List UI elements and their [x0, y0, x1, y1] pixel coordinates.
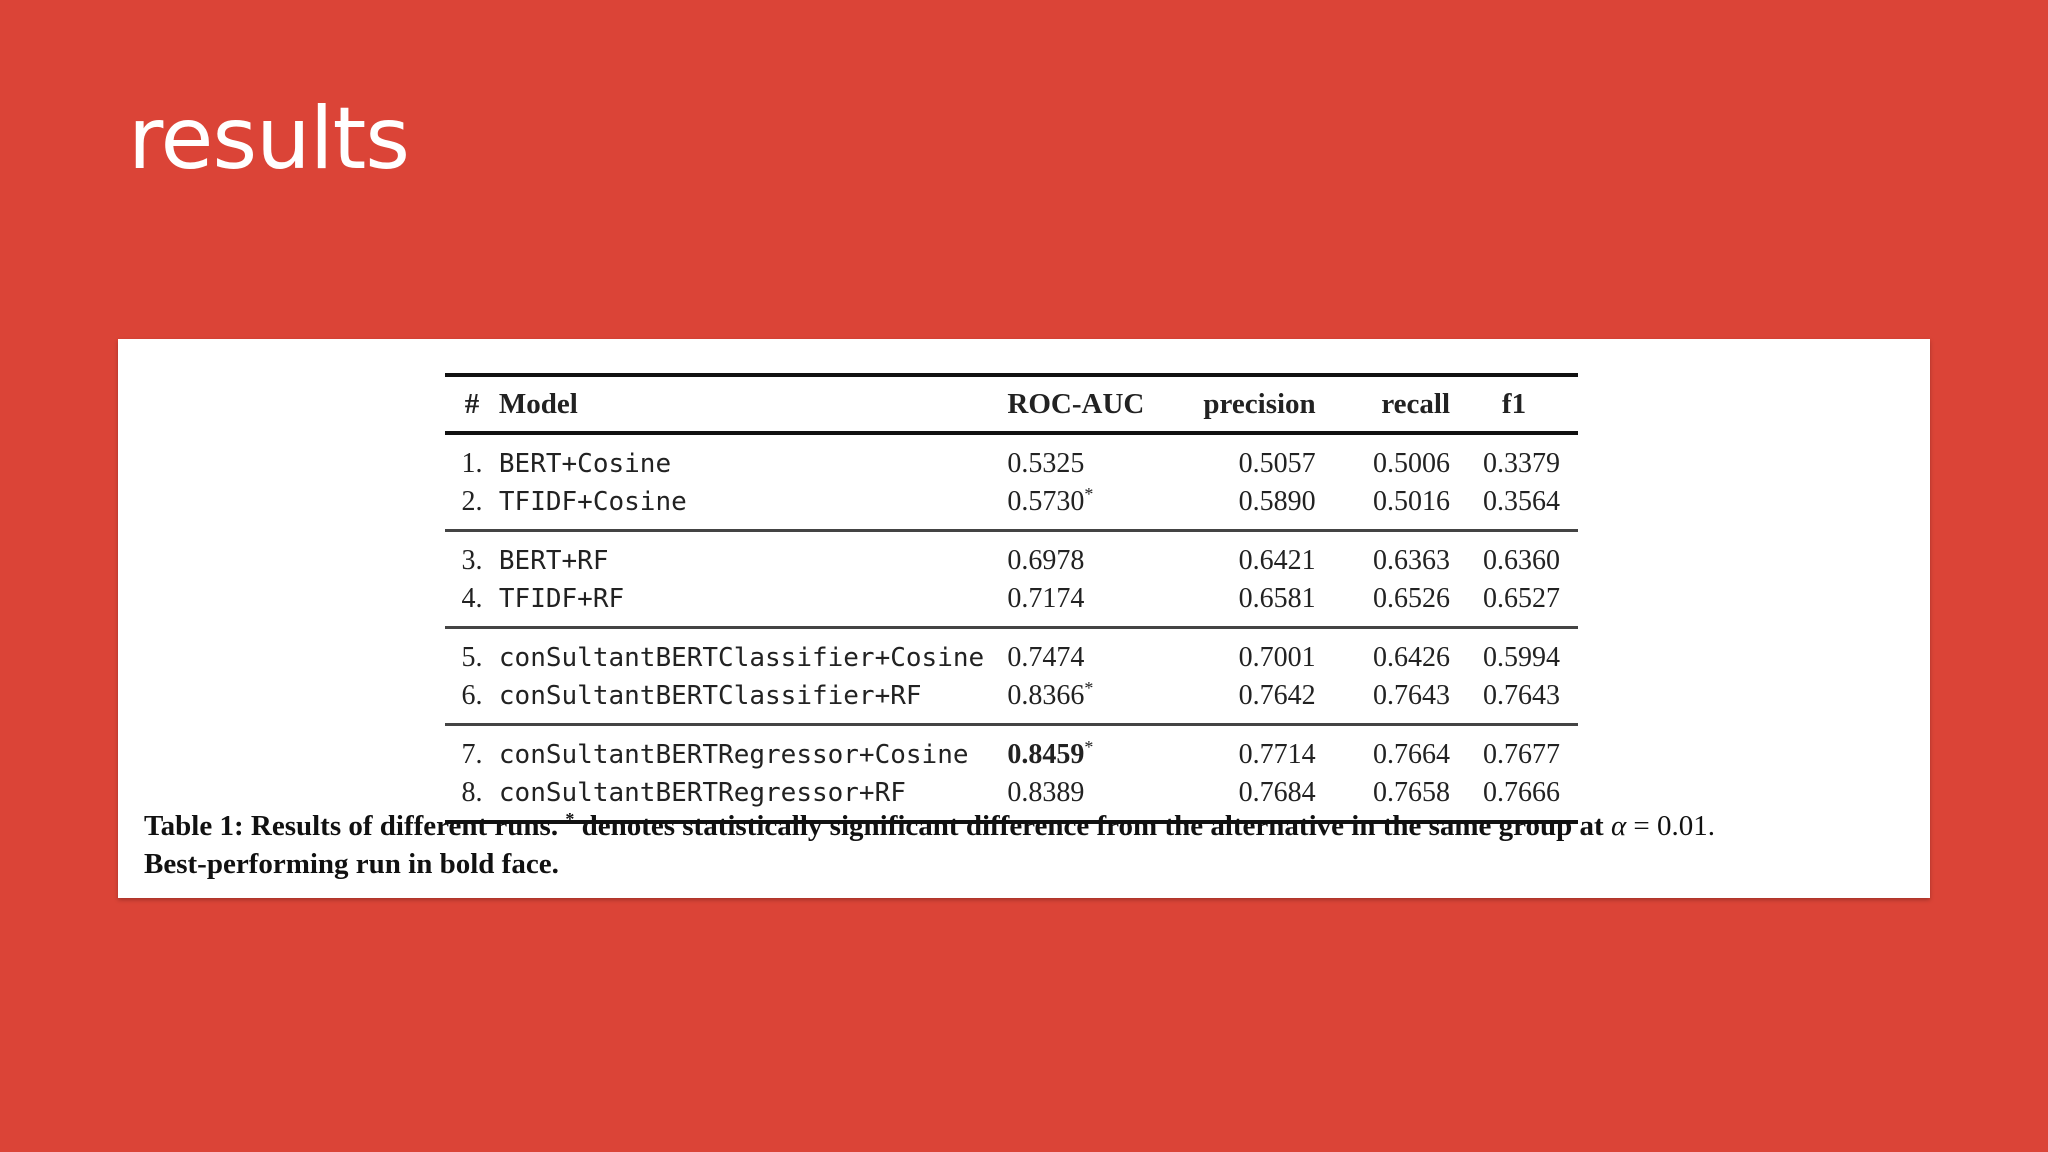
cell-f1: 0.3379 — [1483, 448, 1560, 479]
cell-num: 8. — [445, 774, 499, 822]
table-row — [445, 483, 1578, 531]
caption-tail: Best-performing run in bold face. — [144, 848, 559, 880]
slide-title: results — [128, 89, 410, 189]
roc-auc-value: 0.8389 — [1007, 777, 1085, 808]
cell-precision: 0.7714 — [1177, 725, 1315, 775]
cell-f1: 0.6527 — [1483, 583, 1560, 614]
significance-marker: * — [1084, 737, 1094, 757]
cell-num: 2. — [461, 486, 483, 517]
cell-precision: 0.6581 — [1238, 583, 1316, 614]
roc-auc-value: 0.8459 — [1007, 739, 1085, 770]
row-group-1 — [445, 433, 1578, 531]
cell-f1: 0.7666 — [1450, 774, 1578, 822]
table-row — [445, 628, 1578, 678]
cell-recall: 0.7658 — [1316, 774, 1450, 822]
roc-auc-value: 0.7474 — [1007, 642, 1085, 673]
results-table — [445, 373, 1578, 824]
significance-marker: * — [1084, 484, 1094, 504]
cell-recall: 0.5016 — [1373, 486, 1451, 517]
table-header-row — [445, 375, 1578, 433]
header-model: Model — [499, 375, 1008, 433]
header-num: # — [445, 375, 499, 433]
cell-roc-auc — [1007, 433, 1177, 483]
table-row — [445, 580, 1578, 628]
cell-f1: 0.5994 — [1450, 628, 1578, 678]
cell-precision: 0.7684 — [1177, 774, 1315, 822]
table-row — [445, 725, 1578, 775]
cell-model: BERT+RF — [499, 531, 1008, 581]
table-figure — [118, 339, 1930, 898]
cell-precision: 0.5890 — [1238, 486, 1316, 517]
cell-roc-auc — [1007, 531, 1177, 581]
row-group-2 — [445, 531, 1578, 628]
cell-f1: 0.6360 — [1450, 531, 1578, 581]
cell-num: 1. — [461, 448, 483, 479]
roc-auc-value: 0.7174 — [1007, 583, 1085, 614]
cell-num: 5. — [445, 628, 499, 678]
cell-precision: 0.6421 — [1177, 531, 1315, 581]
cell-f1: 0.7643 — [1483, 680, 1560, 711]
cell-f1: 0.3564 — [1483, 486, 1560, 517]
cell-precision: 0.7642 — [1238, 680, 1316, 711]
cell-num: 6. — [461, 680, 483, 711]
cell-f1: 0.7677 — [1450, 725, 1578, 775]
roc-auc-value: 0.8366 — [1007, 680, 1085, 711]
cell-roc-auc — [1007, 628, 1177, 678]
cell-precision: 0.7001 — [1177, 628, 1315, 678]
cell-recall: 0.6526 — [1373, 583, 1451, 614]
cell-num: 3. — [445, 531, 499, 581]
cell-roc-auc — [1007, 483, 1177, 531]
row-group-3 — [445, 628, 1578, 725]
significance-marker: * — [1084, 678, 1094, 698]
cell-num: 4. — [461, 583, 483, 614]
table-row — [445, 677, 1578, 725]
cell-roc-auc — [1007, 580, 1177, 628]
caption-lead: Table 1: Results of different runs. — [144, 810, 559, 842]
caption-equals: = 0.01. — [1633, 810, 1716, 842]
cell-model: BERT+Cosine — [498, 449, 672, 479]
cell-recall: 0.5006 — [1373, 448, 1451, 479]
cell-model: TFIDF+RF — [498, 584, 625, 614]
caption-alpha: α — [1610, 810, 1627, 842]
cell-recall: 0.6426 — [1316, 628, 1450, 678]
cell-model: conSultantBERTRegressor+Cosine — [499, 725, 1008, 775]
cell-model: TFIDF+Cosine — [498, 487, 687, 517]
cell-recall: 0.6363 — [1316, 531, 1450, 581]
header-roc-auc: ROC-AUC — [1007, 375, 1177, 433]
roc-auc-value: 0.5325 — [1007, 448, 1085, 479]
cell-model: conSultantBERTRegressor+RF — [499, 774, 1008, 822]
cell-roc-auc — [1007, 725, 1177, 775]
roc-auc-value: 0.5730 — [1007, 486, 1085, 517]
roc-auc-value: 0.6978 — [1007, 545, 1085, 576]
cell-model: conSultantBERTClassifier+Cosine — [499, 628, 1008, 678]
caption-marker: * — [565, 809, 575, 829]
cell-recall: 0.7643 — [1373, 680, 1451, 711]
header-f1: f1 — [1450, 375, 1578, 433]
cell-model: conSultantBERTClassifier+RF — [498, 681, 922, 711]
table-caption — [144, 807, 1904, 883]
header-precision: precision — [1177, 375, 1315, 433]
header-recall: recall — [1316, 375, 1450, 433]
cell-roc-auc — [1007, 677, 1177, 725]
table-row — [445, 433, 1578, 483]
cell-num: 7. — [445, 725, 499, 775]
cell-precision: 0.5057 — [1238, 448, 1316, 479]
caption-body: denotes statistically significant difference from the alternative in the same group at — [581, 810, 1604, 842]
cell-recall: 0.7664 — [1316, 725, 1450, 775]
table-row — [445, 531, 1578, 581]
